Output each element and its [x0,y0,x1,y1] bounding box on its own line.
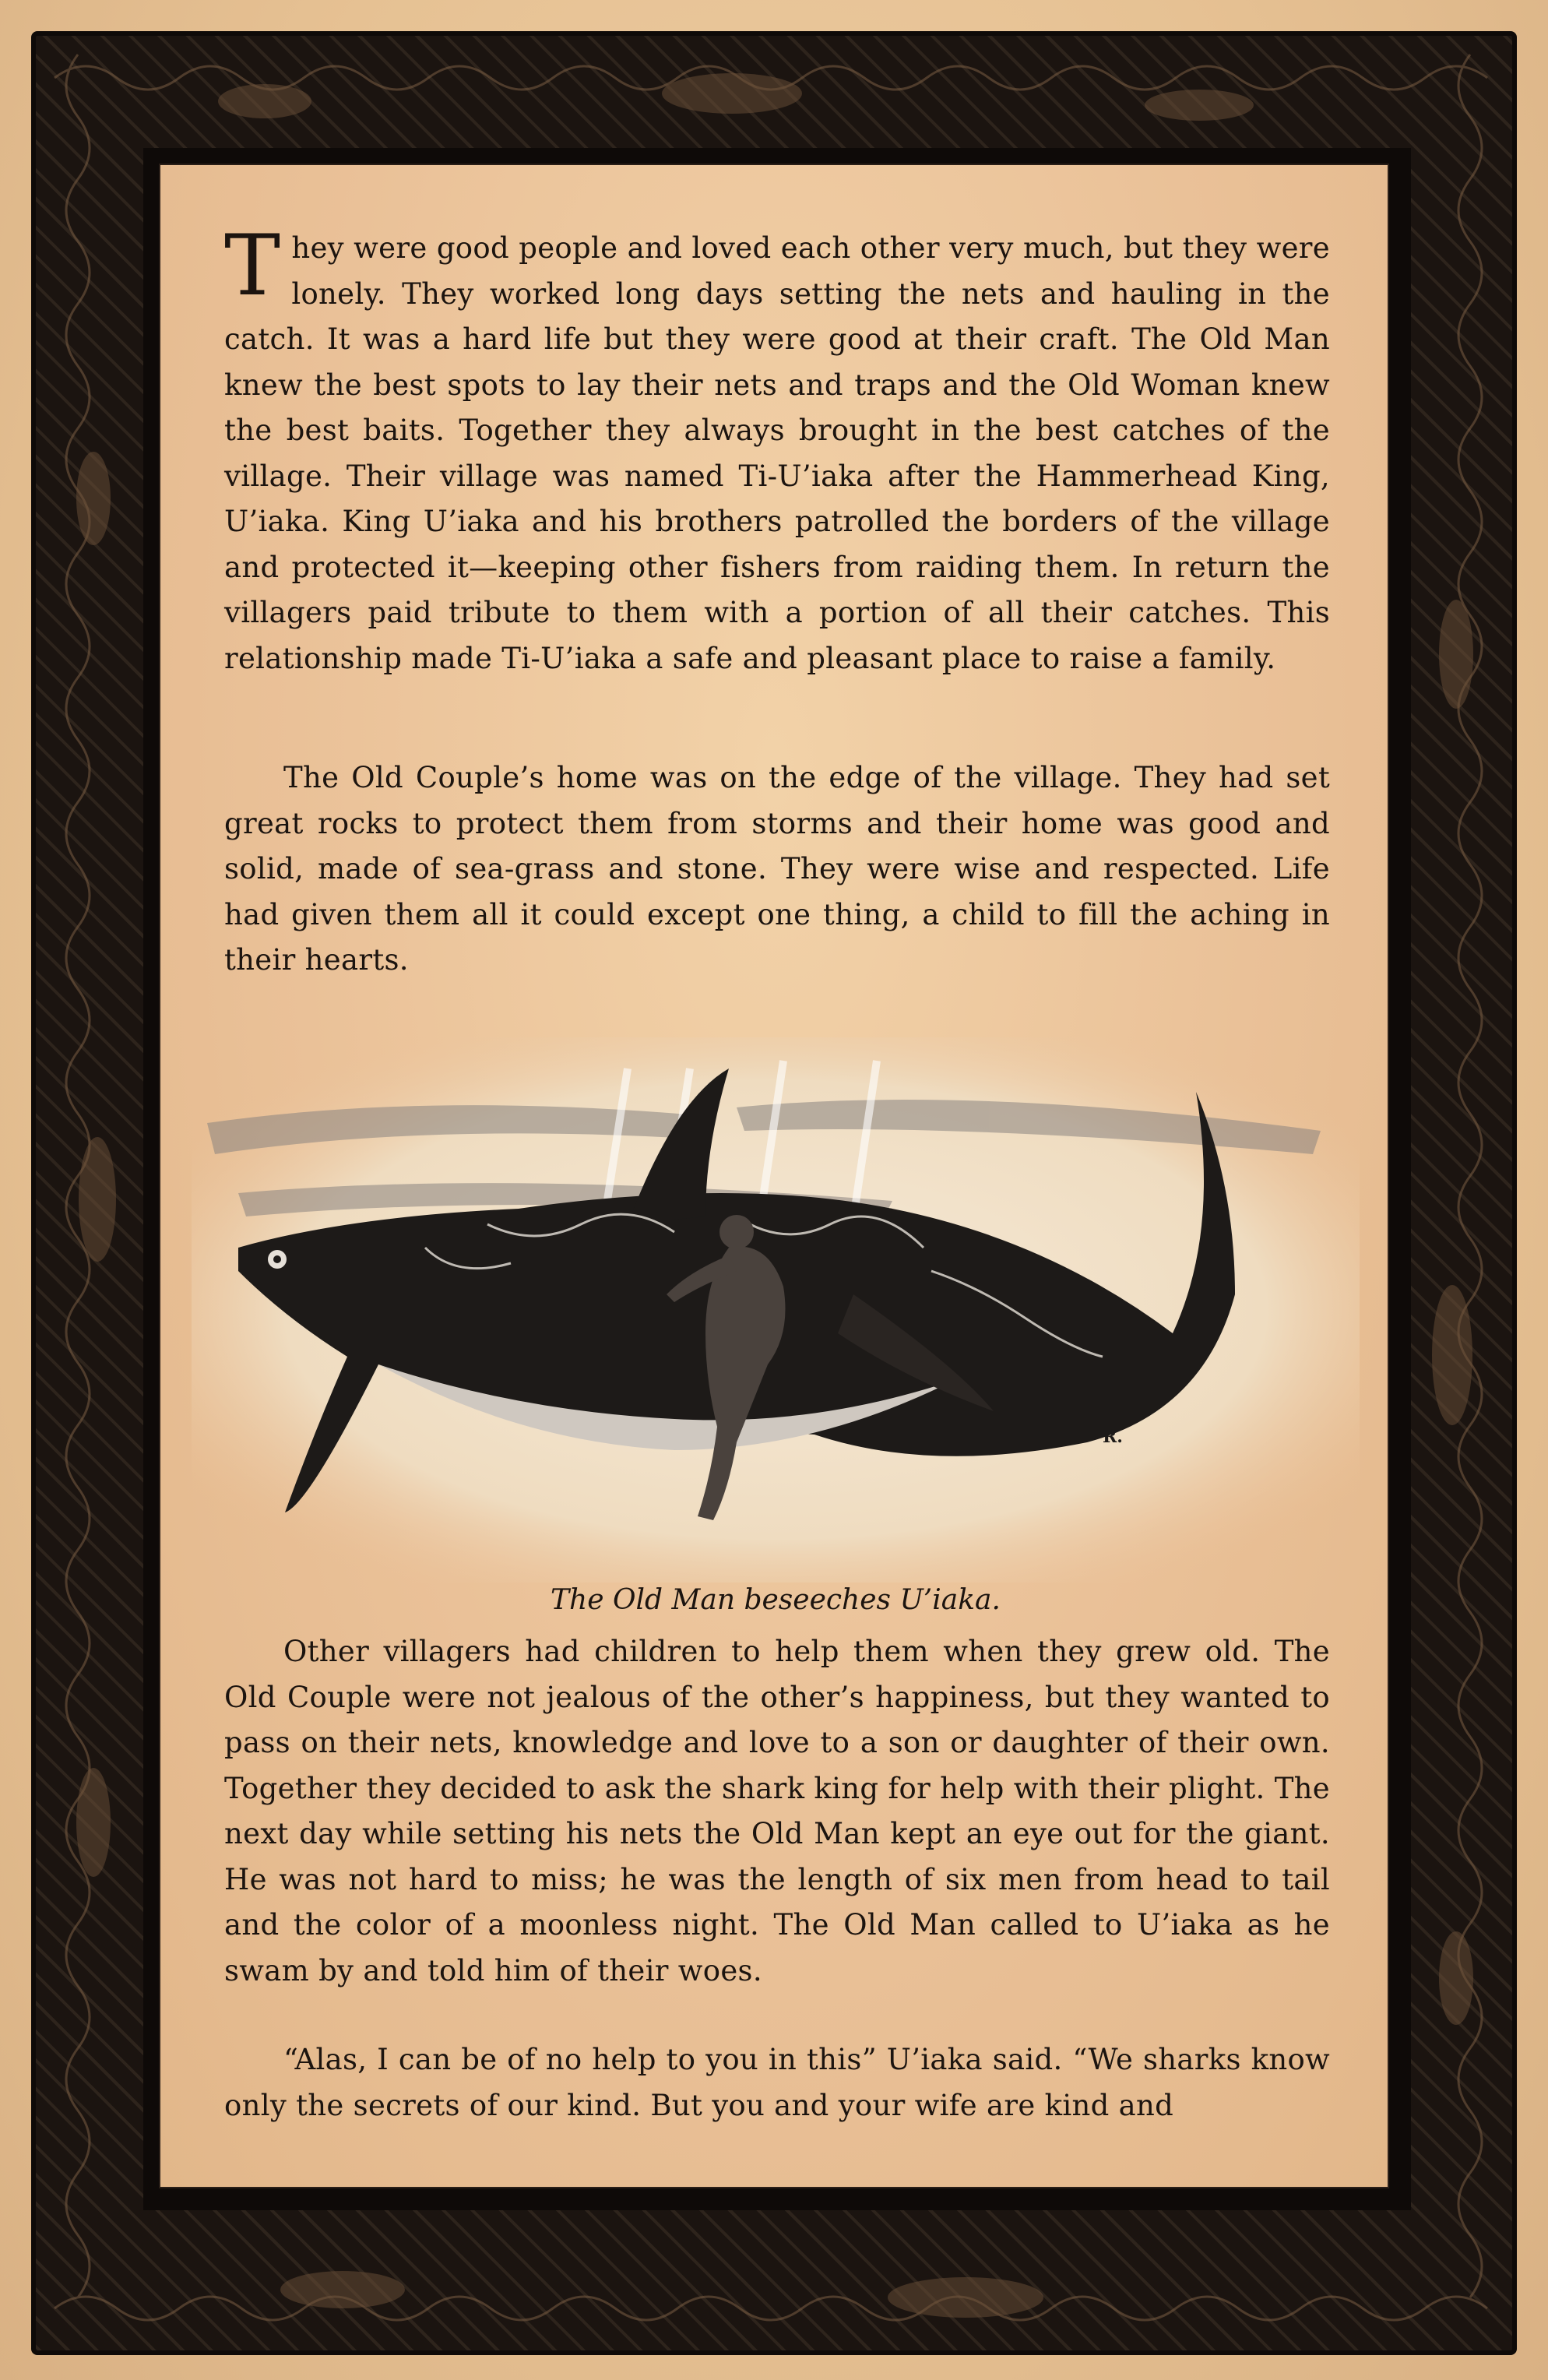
illustration-caption: The Old Man beseeches U’iaka. [551,1584,1001,1616]
paragraph-1-text: hey were good people and loved each other very much, but they were lonely. They worked long days setting the nets and hauling in the catch. It was a hard life but they were good at their craft. The Old Man knew the best spots to lay their nets and traps and the Old Woman knew the best baits. Together they always brought in the best catches of the village. Their village was named Ti-U’iaka after the Hammerhead King, U’iaka. King U’iaka and his brothers patrolled the borders of the village and protected it—keeping other fishers from raiding them. In return the villagers paid tribute to them with a portion of all their catches. This relationship made Ti-U’iaka a safe and pleasant place to raise a family. [224,231,1330,675]
paragraph-3-text: Other villagers had children to help them when they grew old. The Old Couple were not jealous of the other’s happiness, but they wanted to pass on their nets, knowledge and love to a son or daughter of their own. Together they decided to ask the shark king for help with their plight. The next day while setting his nets the Old Man kept an eye out for the giant. He was not hard to miss; he was the length of six men from head to tail and the color of a moonless night. The Old Man called to U’iaka as he swam by and told him of their woes. [224,1635,1330,1987]
content-panel [159,164,1389,2188]
artist-signature: R. [1103,1427,1123,1447]
story-paragraph-4 [224,2037,1330,2128]
story-paragraph-3 [224,1629,1330,1994]
paragraph-4-text: “Alas, I can be of no help to you in this” U’iaka said. “We sharks know only the secrets of our kind. But you and your wife are kind and [224,2043,1330,2122]
hammerhead-shark-illustration [192,1037,1360,1583]
paragraph-2-text: The Old Couple’s home was on the edge of the village. They had set great rocks to protect them from storms and their home was good and solid, made of sea-grass and stone. They were wise and respected. Life had given them all it could except one thing, a child to fill the aching in their hearts. [224,761,1330,977]
story-paragraph-2 [224,755,1330,984]
story-paragraph-1 [224,217,1330,681]
drop-cap-letter: T [224,217,281,315]
